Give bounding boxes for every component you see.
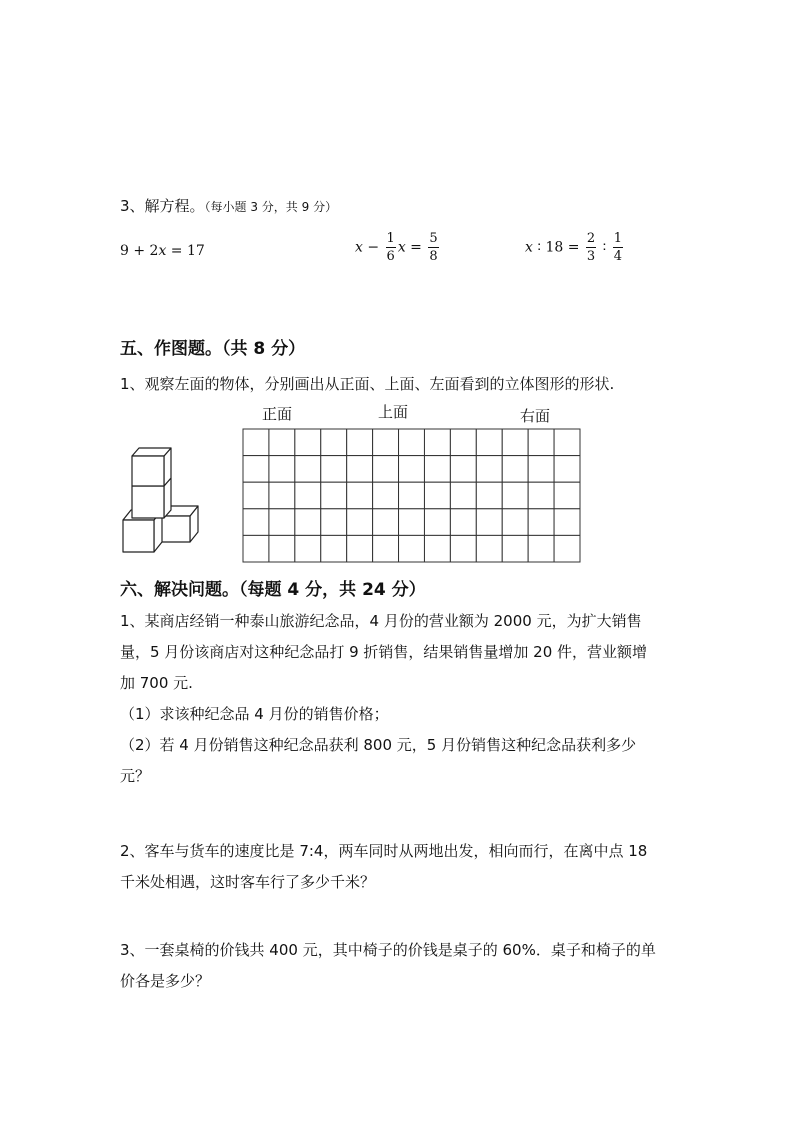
- grid-cell[interactable]: [347, 456, 373, 483]
- grid-cell[interactable]: [424, 429, 450, 456]
- grid-cell[interactable]: [554, 535, 580, 562]
- equation-3-frac-1: [586, 232, 596, 263]
- grid-cell[interactable]: [399, 429, 425, 456]
- equation-2-frac-2-num: 5: [429, 231, 438, 246]
- equations-title-line: [120, 195, 337, 216]
- problem-3-line-2: 价各是多少？: [120, 972, 211, 990]
- grid-cell[interactable]: [321, 509, 347, 536]
- equation-2-frac-1-den: 6: [386, 249, 395, 264]
- grid-cell[interactable]: [399, 509, 425, 536]
- grid-cell[interactable]: [373, 509, 399, 536]
- problem-1-line-2: 量，5 月份该商店对这种纪念品打 9 折销售，结果销售量增加 20 件，营业额增: [120, 643, 648, 661]
- grid-cell[interactable]: [243, 456, 269, 483]
- equation-3-x: x: [525, 239, 533, 256]
- grid-cell[interactable]: [399, 482, 425, 509]
- equation-3-frac-1-num: 2: [586, 231, 596, 246]
- grid-cell[interactable]: [295, 429, 321, 456]
- grid-cell[interactable]: [269, 429, 295, 456]
- grid-cell[interactable]: [476, 535, 502, 562]
- problem-3-line-1: 3、一套桌椅的价钱共 400 元，其中椅子的价钱是桌子的 60%．桌子和椅子的单: [120, 941, 656, 959]
- grid-cell[interactable]: [476, 429, 502, 456]
- grid-cell[interactable]: [321, 535, 347, 562]
- grid-cell[interactable]: [554, 429, 580, 456]
- grid-cell[interactable]: [450, 509, 476, 536]
- problem-2-line-2: 千米处相遇，这时客车行了多少千米？: [120, 873, 376, 891]
- grid-cell[interactable]: [243, 509, 269, 536]
- grid-cell[interactable]: [424, 509, 450, 536]
- equation-1-var: x: [158, 243, 167, 259]
- equation-2-frac-2-den: 8: [429, 249, 438, 264]
- grid-cell[interactable]: [424, 456, 450, 483]
- equation-2-x1: x: [355, 239, 363, 256]
- equation-1-left: 9 + 2: [120, 243, 159, 259]
- grid-cell[interactable]: [528, 509, 554, 536]
- grid-cell[interactable]: [373, 482, 399, 509]
- drawing-heading: 五、作图题。（共 8 分）: [120, 339, 306, 359]
- problem-1-sub-2-line-1: （2）若 4 月份销售这种纪念品获利 800 元，5 月份销售这种纪念品获利多少: [120, 736, 637, 754]
- grid-cell[interactable]: [243, 482, 269, 509]
- grid-cell[interactable]: [269, 456, 295, 483]
- grid-cell[interactable]: [450, 535, 476, 562]
- equation-3-colon-1: ∶ 18 =: [532, 239, 584, 256]
- grid-cell[interactable]: [502, 509, 528, 536]
- grid-cell[interactable]: [502, 535, 528, 562]
- grid-cell[interactable]: [321, 482, 347, 509]
- grid-cell[interactable]: [528, 535, 554, 562]
- label-front-view: 正面: [262, 405, 293, 423]
- equations-note: （每小题 3 分，共 9 分）: [204, 200, 338, 214]
- cube-figure: [118, 446, 204, 556]
- problem-1-line-1: 1、某商店经销一种泰山旅游纪念品，4 月份的营业额为 2000 元，为扩大销售: [120, 612, 642, 630]
- grid-cell[interactable]: [450, 429, 476, 456]
- grid-cell[interactable]: [528, 456, 554, 483]
- grid-cell[interactable]: [399, 456, 425, 483]
- equation-2-frac-2: [428, 232, 438, 263]
- grid-cell[interactable]: [373, 429, 399, 456]
- grid-cell[interactable]: [476, 482, 502, 509]
- equation-2: [355, 232, 441, 263]
- problem-2: [120, 836, 680, 898]
- grid-cell[interactable]: [243, 429, 269, 456]
- grid-cell[interactable]: [269, 535, 295, 562]
- grid-cell[interactable]: [373, 456, 399, 483]
- grid-cell[interactable]: [476, 509, 502, 536]
- drawing-question-1: 1、观察左面的物体，分别画出从正面、上面、左面看到的立体图形的形状.: [120, 375, 615, 393]
- problem-1-line-3: 加 700 元.: [120, 674, 193, 692]
- equation-3: [525, 232, 625, 263]
- grid-cell[interactable]: [399, 535, 425, 562]
- grid-cell[interactable]: [528, 429, 554, 456]
- problem-1-sub-2-line-2: 元？: [120, 767, 151, 785]
- grid-cell[interactable]: [347, 509, 373, 536]
- label-top-view: 上面: [378, 403, 409, 421]
- grid-cell[interactable]: [502, 482, 528, 509]
- grid-cell[interactable]: [295, 456, 321, 483]
- equation-1-right: = 17: [166, 243, 205, 259]
- grid-cell[interactable]: [424, 482, 450, 509]
- problem-1-sub-1: （1）求该种纪念品 4 月份的销售价格；: [120, 705, 389, 723]
- problem-1: [120, 606, 680, 792]
- grid-cell[interactable]: [269, 509, 295, 536]
- grid-cell[interactable]: [476, 456, 502, 483]
- grid-cell[interactable]: [554, 482, 580, 509]
- grid-cell[interactable]: [554, 509, 580, 536]
- equation-3-frac-2-num: 1: [613, 231, 623, 246]
- grid-cell[interactable]: [373, 535, 399, 562]
- equation-3-colon-2: ∶: [598, 239, 611, 256]
- cube-top: [132, 448, 171, 486]
- equation-2-frac-1-num: 1: [386, 231, 395, 246]
- equations-title: 3、解方程。: [120, 197, 205, 215]
- grid-cell[interactable]: [295, 482, 321, 509]
- equation-2-x2: x: [397, 239, 406, 256]
- equation-3-frac-2-den: 4: [613, 249, 623, 264]
- grid-cell[interactable]: [269, 482, 295, 509]
- grid-cell[interactable]: [450, 456, 476, 483]
- drawing-grid[interactable]: [242, 428, 581, 563]
- grid-cell[interactable]: [554, 456, 580, 483]
- grid-cell[interactable]: [243, 535, 269, 562]
- equation-1: [120, 243, 205, 259]
- problem-2-line-1: 2、客车与货车的速度比是 7:4，两车同时从两地出发，相向而行，在离中点 18: [120, 842, 648, 860]
- grid-cell[interactable]: [347, 429, 373, 456]
- grid-cell[interactable]: [502, 429, 528, 456]
- grid-cell[interactable]: [450, 482, 476, 509]
- problems-heading: 六、解决问题。（每题 4 分，共 24 分）: [120, 580, 426, 600]
- grid-cell[interactable]: [321, 456, 347, 483]
- equation-2-equals: =: [405, 239, 427, 256]
- equation-3-frac-2: [613, 232, 623, 263]
- label-right-view: 右面: [520, 407, 551, 425]
- equation-2-frac-1: [386, 232, 396, 263]
- grid-cell[interactable]: [528, 482, 554, 509]
- grid-cell[interactable]: [295, 535, 321, 562]
- equation-3-frac-1-den: 3: [586, 249, 596, 264]
- grid-cell[interactable]: [424, 535, 450, 562]
- grid-cell[interactable]: [502, 456, 528, 483]
- problem-3: [120, 935, 680, 997]
- grid-cell[interactable]: [295, 509, 321, 536]
- grid-cell[interactable]: [347, 482, 373, 509]
- grid-cell[interactable]: [321, 429, 347, 456]
- equation-2-minus: −: [362, 239, 384, 256]
- grid-cell[interactable]: [347, 535, 373, 562]
